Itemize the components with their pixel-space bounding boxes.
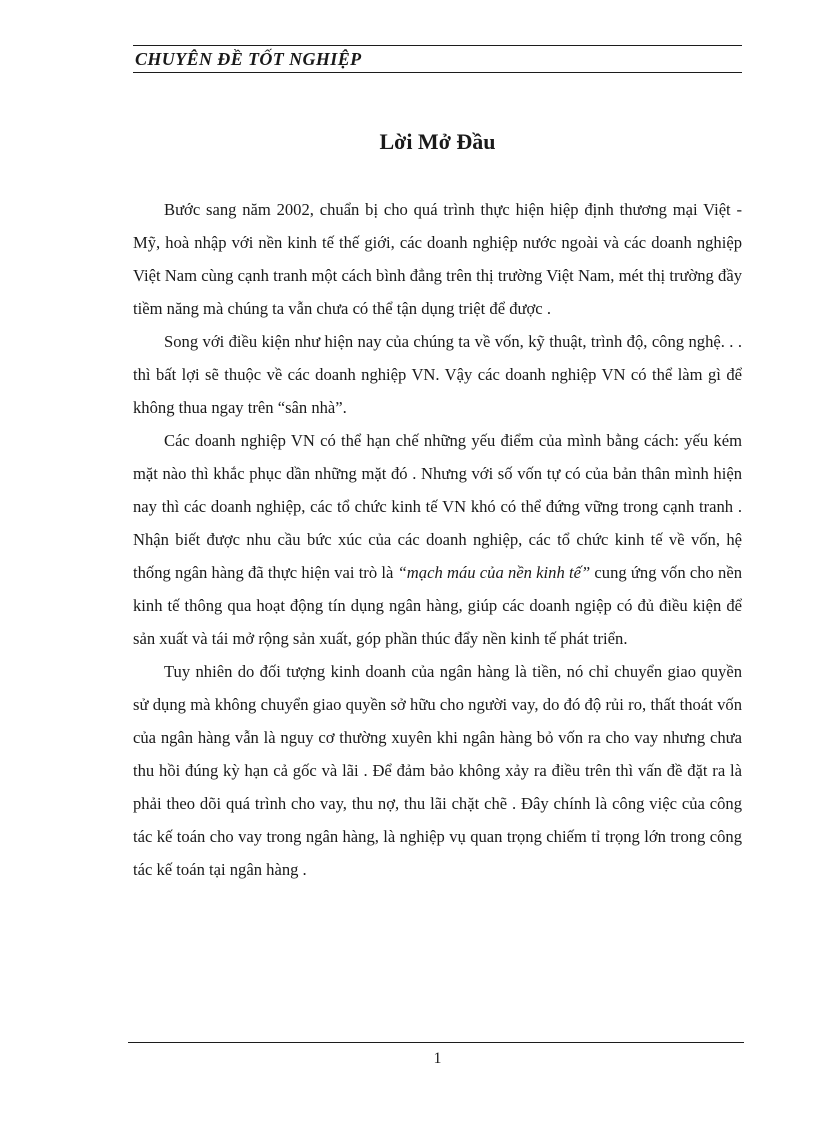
text-segment: Bước sang năm 2002, chuẩn bị cho quá trình thực hiện hiệp định thương mại Việt -Mỹ, hoà nhập với nền kinh tế thế giới, các doanh nghiệp nước ngoài và các doanh nghiệp Việt Nam cùng cạnh tranh một cách bình đẳng trên thị trường Việt Nam, mét thị trường đầy tiềm năng mà chúng ta vẫn chưa có thể tận dụng triệt để được . [133, 200, 742, 318]
paragraph [133, 325, 742, 424]
text-segment: Các doanh nghiệp VN có thể hạn chế những yếu điểm của mình bằng cách: yếu kém mặt nào thì khắc phục dần những mặt đó . Nhưng với số vốn tự có của bản thân mình hiện nay thì các doanh nghiệp, các tổ chức kinh tế VN khó có thể đứng vững trong cạnh tranh . Nhận biết được nhu cầu bức xúc của các doanh nghiệp, các tổ chức kinh tế về vốn, hệ thống ngân hàng đã thực hiện vai trò là [133, 431, 742, 582]
text-segment: Song với điều kiện như hiện nay của chúng ta về vốn, kỹ thuật, trình độ, công nghệ. . . thì bất lợi sẽ thuộc về các doanh nghiệp VN. Vậy các doanh nghiệp VN có thể làm gì để không thua ngay trên “sân nhà”. [133, 332, 742, 417]
document-body [133, 193, 742, 886]
paragraph [133, 655, 742, 886]
paragraph [133, 424, 742, 655]
italic-phrase: “mạch máu của nền kinh tế” [397, 563, 591, 582]
document-title: Lời Mở Đầu [379, 129, 496, 154]
footer-divider [128, 1042, 744, 1043]
header-title: CHUYÊN ĐỀ TỐT NGHIỆP [135, 49, 362, 69]
page-number: 1 [433, 1050, 442, 1067]
page-header [133, 45, 742, 73]
text-segment: cung ứng vốn cho nền kinh tế thông qua hoạt động tín dụng ngân hàng, giúp các doanh ngiệp có đủ điều kiện để sản xuất và tái mở rộng sản xuất, góp phần thúc đẩy nền kinh tế phát triển. [133, 563, 742, 648]
text-segment: Tuy nhiên do đối tượng kinh doanh của ngân hàng là tiền, nó chỉ chuyển giao quyền sử dụng mà không chuyển giao quyền sở hữu cho người vay, do đó độ rủi ro, thất thoát vốn của ngân hàng vẫn là nguy cơ thường xuyên khi ngân hàng bỏ vốn ra cho vay nhưng chưa thu hồi đúng kỳ hạn cả gốc và lãi . Để đảm bảo không xảy ra điều trên thì vấn đề đặt ra là phải theo dõi quá trình cho vay, thu nợ, thu lãi chặt chẽ . Đây chính là công việc của công tác kế toán cho vay trong ngân hàng, là nghiệp vụ quan trọng chiếm tỉ trọng lớn trong công tác kế toán tại ngân hàng . [133, 662, 742, 879]
paragraph [133, 193, 742, 325]
